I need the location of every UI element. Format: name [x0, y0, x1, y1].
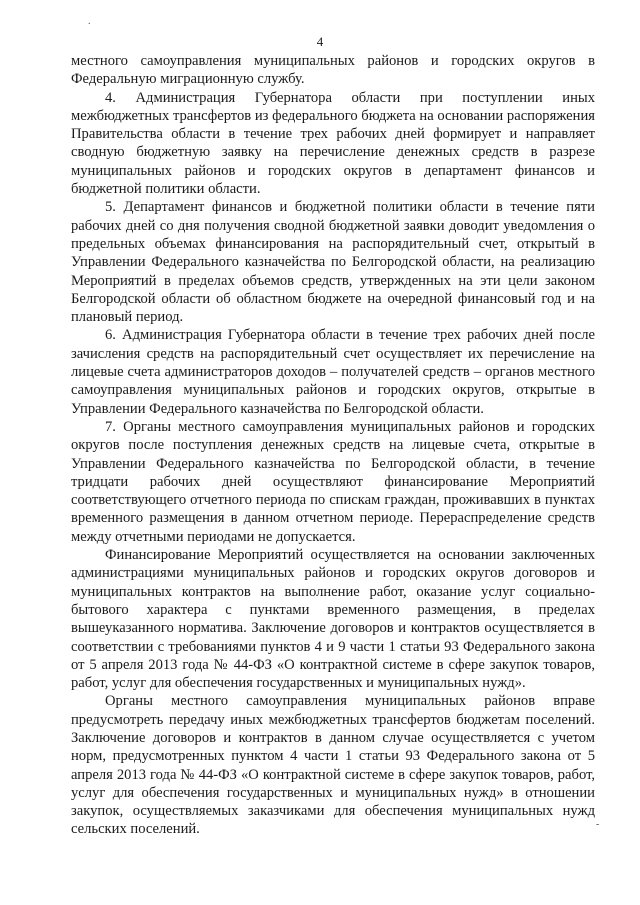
paragraph-local-authorities: Органы местного самоуправления муниципальных районов вправе предусмотреть передачу иных межбюджетных трансфертов бюджетам поселений. Заключение договоров и контрактов в данном случае осуществляется с учетом норм, предусмотренных пунктом 4 части 1 статьи 93 Федерального закона от 5 апреля 2013 года № 44-ФЗ «О контрактной системе в сфере закупок товаров, работ, услуг для обеспечения государственных и муниципальных нужд» в отношении закупок, осуществляемых заказчиками для обеспечения муниципальных нужд сельских поселений.: [71, 693, 595, 838]
scan-mark-top: .: [88, 16, 91, 27]
page-number: 4: [316, 34, 324, 49]
paragraph-financing: Финансирование Мероприятий осуществляется на основании заключенных администрациями муниципальных районов и городских округов договоров и муниципальных контрактов на выполнение работ, оказание услуг социально-бытового характера с пунктами временного размещения, в пределах вышеуказанного норматива. Заключение договоров и контрактов осуществляется в соответствии с требованиями пунктов 4 и 9 части 1 статьи 93 Федерального закона от 5 апреля 2013 года № 44-ФЗ «О контрактной системе в сфере закупок товаров, работ, услуг для обеспечения государственных и муниципальных нужд».: [71, 547, 595, 692]
document-body: [71, 52, 595, 839]
paragraph-item-5: 5. Департамент финансов и бюджетной политики области в течение пяти рабочих дней со дня получения сводной бюджетной заявки доводит уведомления о предельных объемах финансирования на распорядительный счет, открытый в Управлении Федерального казначейства по Белгородской области, на реализацию Мероприятий в пределах объемов средств, утвержденных на эти цели законом Белгородской области об областном бюджете на очередной финансовый год и на плановый период.: [71, 199, 595, 326]
paragraph-item-4: 4. Администрация Губернатора области при поступлении иных межбюджетных трансфертов из федерального бюджета на основании распоряжения Правительства области в течение трех рабочих дней формирует и направляет сводную бюджетную заявку на перечисление денежных средств в разрезе муниципальных районов и городских округов в департамент финансов и бюджетной политики области.: [71, 89, 595, 198]
paragraph-continuation: местного самоуправления муниципальных районов и городских округов в Федеральную миграционную службу.: [71, 53, 595, 88]
scan-mark-bottom: -: [596, 819, 600, 830]
paragraph-item-7: 7. Органы местного самоуправления муниципальных районов и городских округов после поступления денежных средств на лицевые счета, открытые в Управлении Федерального казначейства по Белгородской области, в течение тридцати рабочих дней осуществляют финансирование Мероприятий соответствующего отчетного периода по спискам граждан, проживавших в пунктах временного размещения в данном отчетном периоде. Перераспределение средств между отчетными периодами не допускается.: [71, 418, 595, 545]
paragraph-item-6: 6. Администрация Губернатора области в течение трех рабочих дней после зачисления средств на распорядительный счет осуществляет их перечисление на лицевые счета администраторов доходов – получателей средств – органов местного самоуправления муниципальных районов и городских округов, открытые в Управлении Федерального казначейства по Белгородской области.: [71, 327, 595, 417]
